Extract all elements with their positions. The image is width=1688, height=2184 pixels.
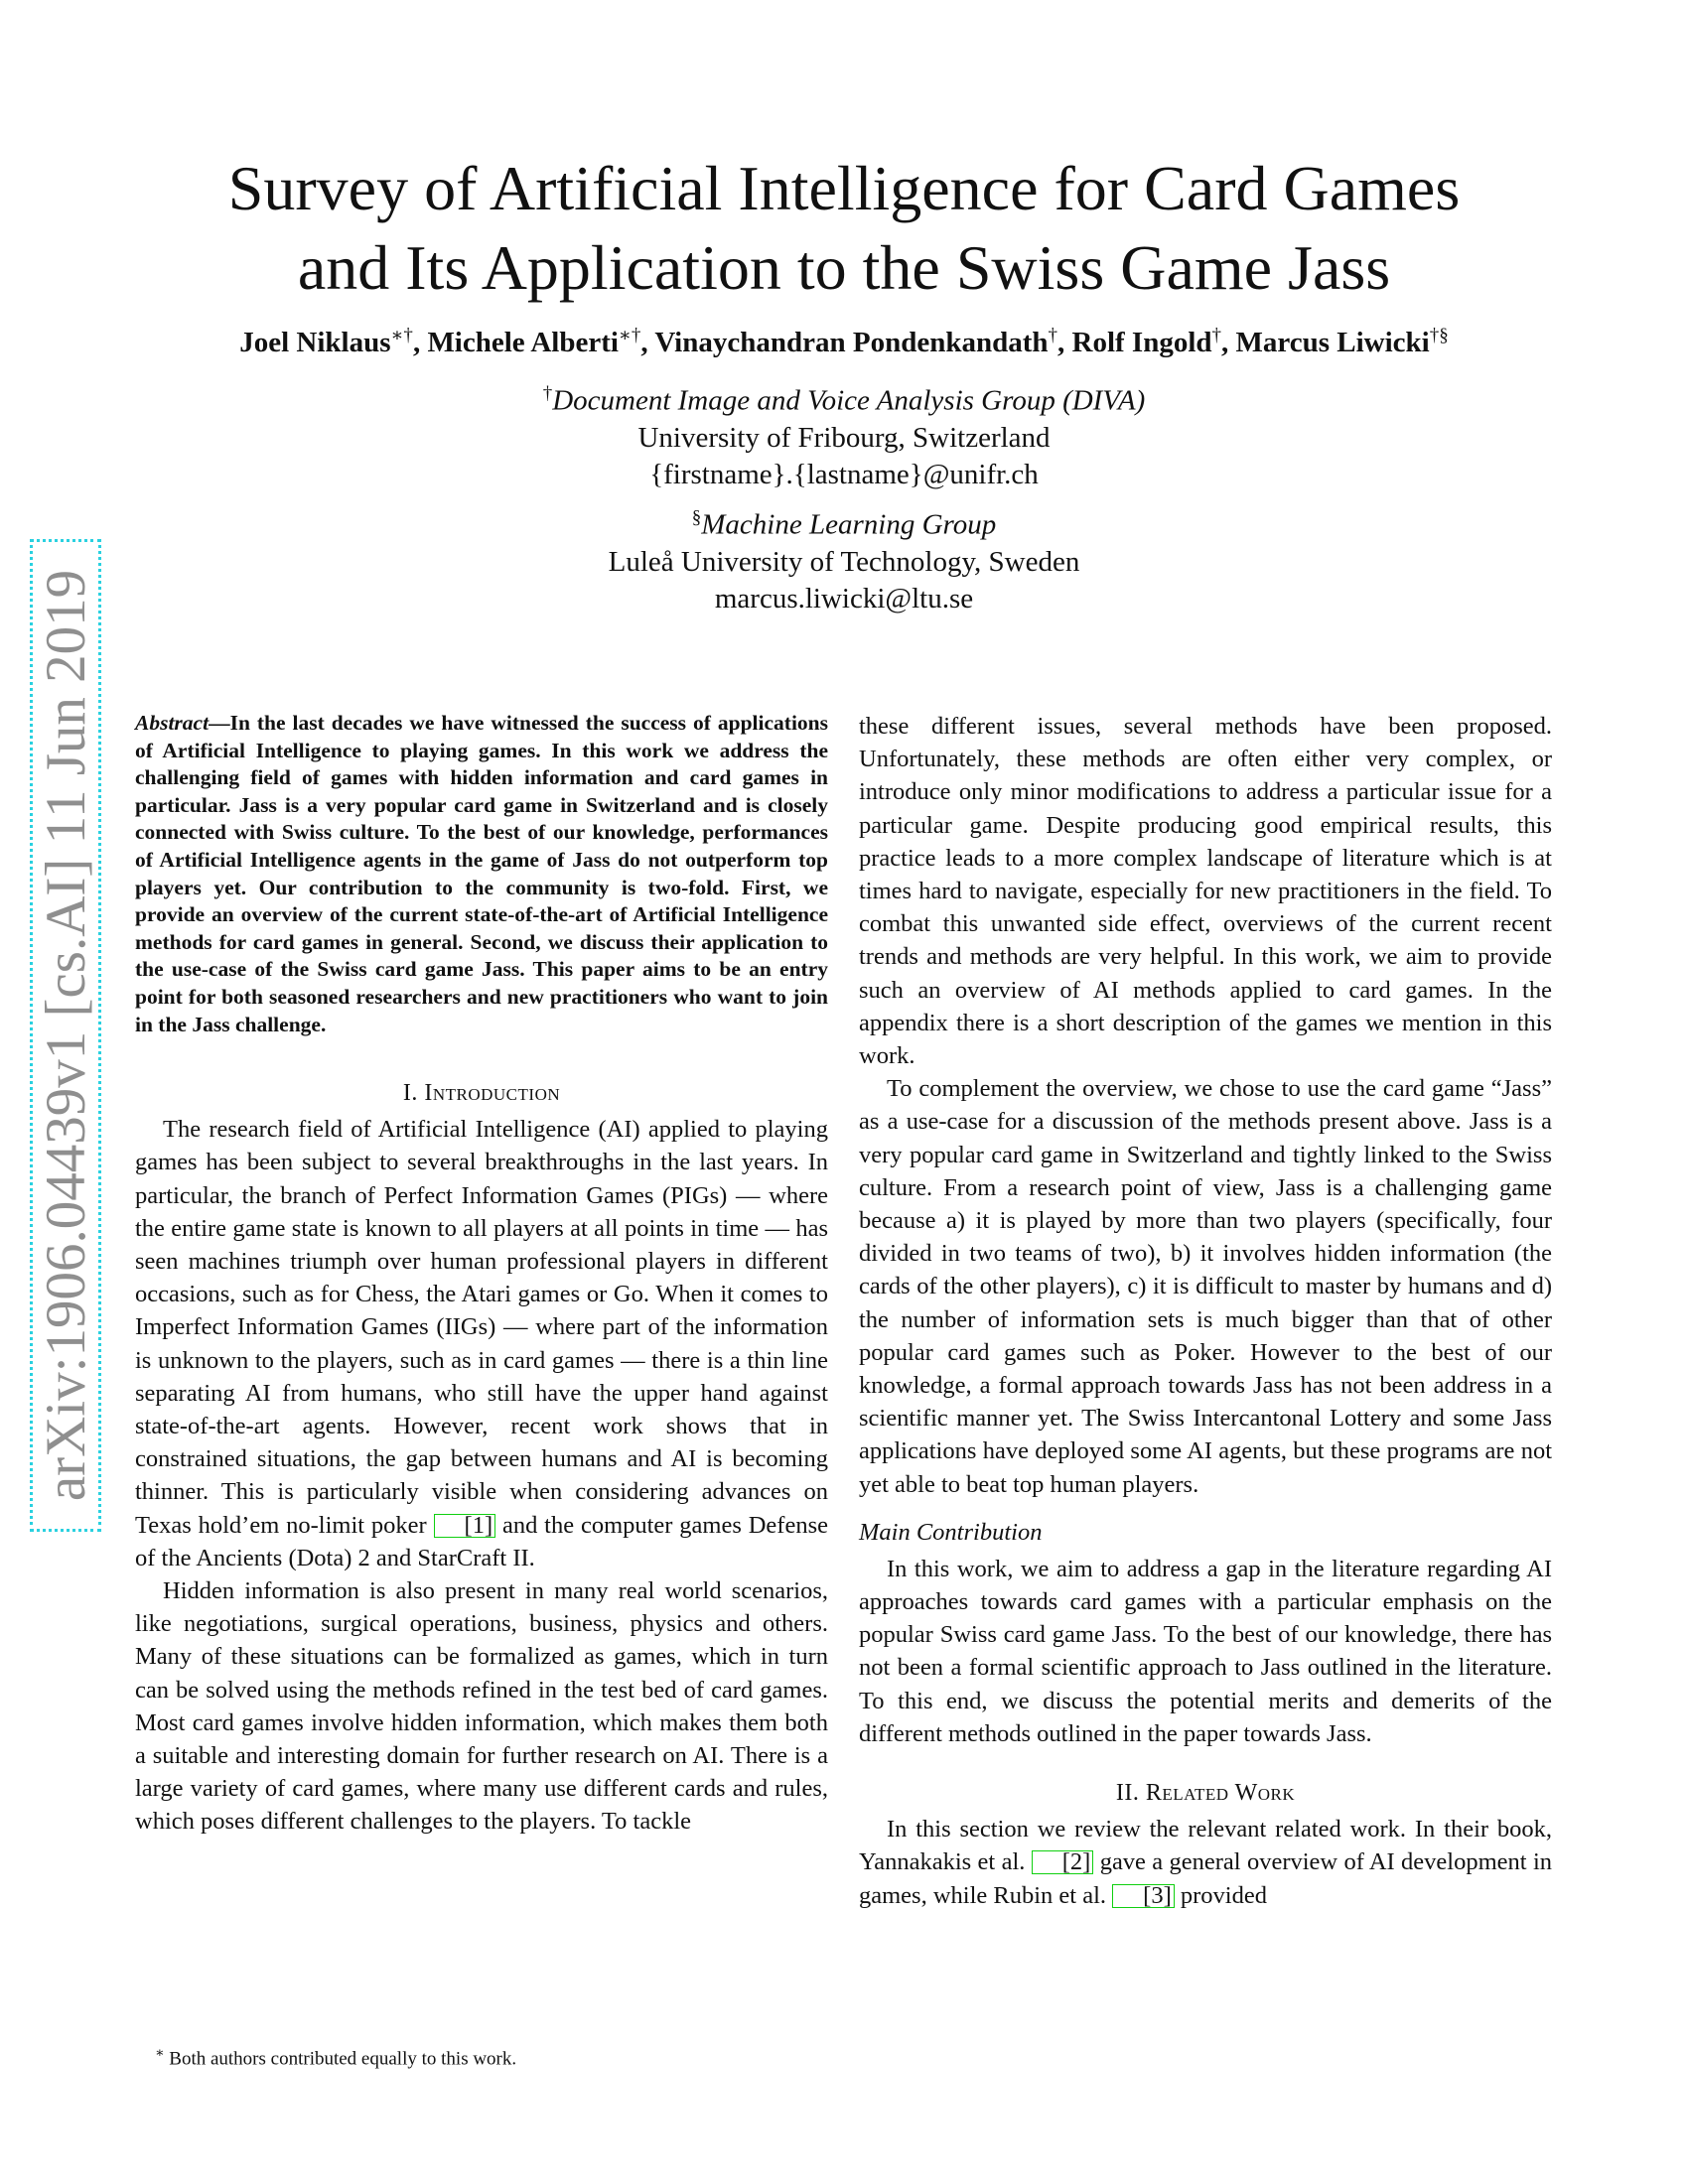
section-heading-related-work: II. Related Work (1115, 1780, 1296, 1807)
title-line-2: and Its Application to the Swiss Game Jass (297, 232, 1391, 303)
intro-paragraph-2: Hidden information is also present in many real world scenarios, like negotiations, surgical operations, business, physics and others. Many of these situations can be formalized as games, which in turn can be solved using the methods refined in the test bed of card games. Most card games involve hidden information, which makes them both a suitable and interesting domain for further research on AI. There is a large variety of card games, where many use different cards and rules, which poses different challenges to the players. To tackle (135, 1576, 828, 1836)
affiliation-institution: Luleå University of Technology, Sweden (608, 545, 1080, 578)
intro-paragraph-4: To complement the overview, we chose to use the card game “Jass” as a use-case for a discussion of the methods present above. Jass is a very popular card game in Switzerland and tightly linked to the Swiss culture. From a research point of view, Jass is a challenging game because a) it is played by more than two players (specifically, four divided in two teams of two), b) it involves hidden information (the cards of the other players), c) it is difficult to master by humans and d) the number of information sets is much bigger than that of other popular card games such as Poker. However to the best of our knowledge, a formal approach towards Jass has not been address in a scientific manner yet. The Swiss Intercantonal Lottery and some Jass applications have deployed some AI agents, but these programs are not yet able to beat top human players. (859, 1075, 1552, 1498)
abstract: Abstract—In the last decades we have witnessed the success of applications of Artificial Intelligence to playing games. In this work we address the challenging field of games with hidden information and card games in particular. Jass is a very popular card game in Switzerland and is closely connected with Swiss culture. To the best of our knowledge, performances of Artificial Intelligence agents in the game of Jass do not outperform top players yet. Our contribution to the community is two-fold. First, we provide an overview of the current state-of-the-art of Artificial Intelligence methods for card games in general. Second, we discuss their application to the use-case of the Swiss card game Jass. This paper aims to be an entry point for both seasoned researchers and new practitioners who want to join in the Jass challenge. (135, 711, 828, 1036)
author: Joel Niklaus∗†, (239, 325, 428, 358)
affiliation-email: marcus.liwicki@ltu.se (714, 582, 974, 614)
author-list (99, 324, 1589, 359)
footnote: ∗ Both authors contributed equally to this work. (155, 2046, 517, 2070)
affiliation-ml-group (99, 499, 1589, 617)
citation-link[interactable]: [2] (1032, 1850, 1094, 1874)
citation-link[interactable]: [3] (1112, 1884, 1175, 1908)
author: Marcus Liwicki†§ (1235, 325, 1449, 358)
intro-paragraph-3: these different issues, several methods have been proposed. Unfortunately, these methods are often either very complex, or introduce only minor modifications to address a particular issue for a particular game. Despite producing good empirical results, this practice leads to a more complex landscape of literature which is at times hard to navigate, especially for new practitioners in the field. To combat this unwanted side effect, overviews of the current recent trends and methods are very helpful. In this work, we aim to provide such an overview of AI methods applied to card games. In the appendix there is a short description of the games we mention in this work. (859, 713, 1552, 1070)
section-heading-introduction: I. Introduction (402, 1080, 561, 1107)
affiliation-group: †Document Image and Voice Analysis Group (DIVA) (542, 383, 1146, 417)
arxiv-stamp[interactable]: arXiv:1906.04439v1 [cs.AI] 11 Jun 2019 (30, 539, 101, 1532)
paper-title (99, 149, 1589, 308)
affiliation-institution: University of Fribourg, Switzerland (637, 421, 1051, 454)
citation-link[interactable]: [1] (434, 1514, 496, 1538)
author: Vinaychandran Pondenkandath†, (654, 325, 1072, 358)
subsection-heading-main-contribution: Main Contribution (859, 1518, 1043, 1546)
related-work-paragraph: In this section we review the relevant related work. In their book, Yannakakis et al. [2] gave a general overview of AI development in games, while Rubin et al. [3] provided (859, 1816, 1553, 1909)
affiliation-diva (99, 375, 1589, 493)
author: Michele Alberti∗†, (427, 325, 655, 358)
affiliation-email: {firstname}.{lastname}@unifr.ch (649, 458, 1039, 490)
intro-paragraph-1: The research field of Artificial Intelligence (AI) applied to playing games has been subject to several breakthroughs in the last years. In particular, the branch of Perfect Information Games (PIGs) — where the entire game state is known to all players at all points in time — has seen machines triumph over human professional players in different occasions, such as for Chess, the Atari games or Go. When it comes to Imperfect Information Games (IIGs) — where part of the information is unknown to the players, such as in card games — there is a thin line separating AI from humans, who still have the upper hand against state-of-the-art agents. However, recent work shows that in constrained situations, the gap between humans and AI is becoming thinner. This is particularly visible when considering advances on Texas hold’em no-limit poker [1] and the computer games Defense of the Ancients (Dota) 2 and StarCraft II. (135, 1116, 828, 1571)
affiliation-group: §Machine Learning Group (691, 507, 997, 541)
main-contribution-paragraph: In this work, we aim to address a gap in the literature regarding AI approaches towards card games with a particular emphasis on the popular Swiss card game Jass. To the best of our knowledge, there has not been a formal scientific approach to Jass outlined in the literature. To this end, we discuss the potential merits and demerits of the different methods outlined in the paper towards Jass. (859, 1555, 1552, 1747)
author: Rolf Ingold†, (1071, 325, 1236, 358)
right-column (859, 710, 1552, 1912)
title-line-1: Survey of Artificial Intelligence for Card Games (227, 153, 1461, 223)
left-column (135, 710, 828, 1839)
